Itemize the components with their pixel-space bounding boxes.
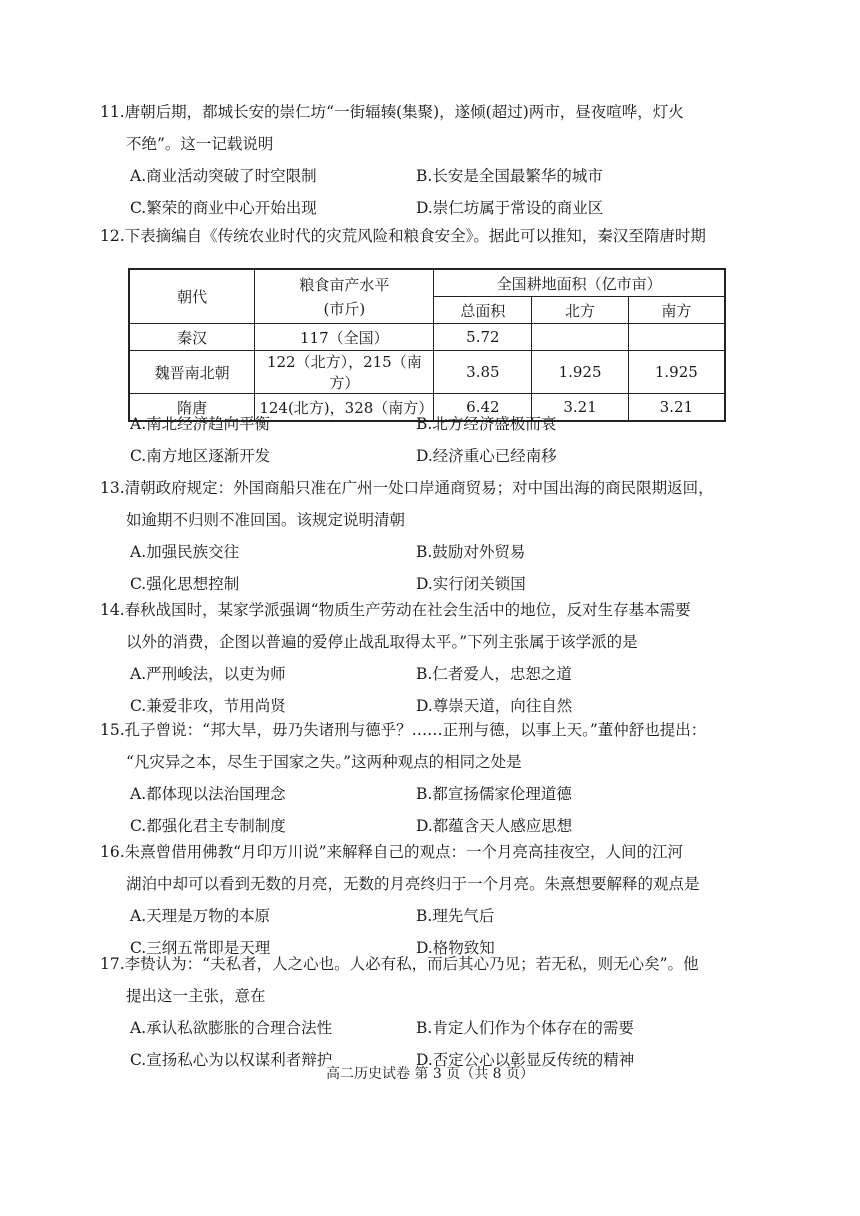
option-d[interactable]: D.尊崇天道，向往自然 bbox=[416, 697, 573, 715]
stem-line: 下表摘编自《传统农业时代的灾荒风险和粮食安全》。据此可以推知，秦汉至隋唐时期 bbox=[124, 227, 706, 245]
page-footer: 高二历史试卷 第 3 页（共 8 页） bbox=[325, 1066, 535, 1082]
option-d[interactable]: D.否定公心以彰显反传统的精神 bbox=[416, 1051, 635, 1069]
option-b[interactable]: B.理先气后 bbox=[416, 907, 495, 925]
options-row bbox=[100, 160, 740, 192]
option-a[interactable]: A.天理是万物的本原 bbox=[130, 907, 271, 925]
option-d[interactable]: D.格物致知 bbox=[416, 939, 495, 957]
header-yield bbox=[255, 269, 434, 324]
stem-line: 朱熹曾借用佛教“月印万川说”来解释自己的观点：一个月亮高挂夜空，人间的江河 bbox=[124, 843, 684, 861]
option-a[interactable]: A.商业活动突破了时空限制 bbox=[130, 167, 317, 185]
stem-line: 如逾期不归则不准回国。该规定说明清朝 bbox=[126, 511, 406, 529]
cell-south bbox=[628, 324, 725, 351]
question-11 bbox=[100, 96, 740, 224]
question-13 bbox=[100, 472, 740, 600]
stem-line: 唐朝后期，都城长安的崇仁坊“一街辐辏(集聚)，遂倾(超过)两市，昼夜喧哗，灯火 bbox=[124, 103, 684, 121]
options-row bbox=[100, 1012, 740, 1044]
stem-line: 以外的消费，企图以普遍的爱停止战乱取得太平。”下列主张属于该学派的是 bbox=[126, 633, 638, 651]
option-a[interactable]: A.南北经济趋向平衡 bbox=[130, 415, 271, 433]
option-b[interactable]: B.长安是全国最繁华的城市 bbox=[416, 167, 603, 185]
option-b[interactable]: B.肯定人们作为个体存在的需要 bbox=[416, 1019, 634, 1037]
stem-line: 湖泊中却可以看到无数的月亮，无数的月亮终归于一个月亮。朱熹想要解释的观点是 bbox=[126, 875, 700, 893]
question-12-options bbox=[100, 408, 740, 472]
question-stem bbox=[100, 472, 740, 504]
question-number: 16. bbox=[100, 843, 125, 861]
option-d[interactable]: D.都蕴含天人感应思想 bbox=[416, 817, 573, 835]
cell-dynasty: 秦汉 bbox=[129, 324, 255, 351]
option-d[interactable]: D.经济重心已经南移 bbox=[416, 447, 557, 465]
question-stem bbox=[100, 220, 740, 252]
option-c[interactable]: C.南方地区逐渐开发 bbox=[130, 447, 271, 465]
question-stem bbox=[100, 96, 740, 128]
stem-line: 孔子曾说：“邦大旱，毋乃失诸刑与德乎？……正刑与德，以事上天。”董仲舒也提出： bbox=[124, 721, 707, 739]
option-a[interactable]: A.加强民族交往 bbox=[130, 543, 240, 561]
stem-line: 清朝政府规定：外国商船只准在广州一处口岸通商贸易；对中国出海的商民限期返回， bbox=[124, 479, 714, 497]
cell-north: 3.21 bbox=[532, 394, 628, 422]
cell-yield: 124(北方)，328（南方） bbox=[255, 394, 434, 422]
table-row bbox=[129, 324, 725, 351]
question-number: 15. bbox=[100, 721, 125, 739]
cell-yield: 122（北方），215（南方） bbox=[255, 351, 434, 394]
option-a[interactable]: A.严刑峻法，以吏为师 bbox=[130, 665, 286, 683]
option-b[interactable]: B.鼓励对外贸易 bbox=[416, 543, 526, 561]
option-c[interactable]: C.宣扬私心为以权谋利者辩护 bbox=[130, 1051, 333, 1069]
option-c[interactable]: C.繁荣的商业中心开始出现 bbox=[130, 199, 317, 217]
cell-yield: 117（全国） bbox=[255, 324, 434, 351]
stem-line: 不绝”。这一记载说明 bbox=[126, 135, 274, 153]
stem-line: 李贽认为：“夫私者，人之心也。人必有私，而后其心乃见；若无私，则无心矣”。他 bbox=[124, 955, 699, 973]
cell-dynasty: 隋唐 bbox=[129, 394, 255, 422]
header-total: 总面积 bbox=[434, 297, 532, 324]
question-number: 17. bbox=[100, 955, 125, 973]
cell-north bbox=[532, 324, 628, 351]
question-stem bbox=[100, 714, 740, 746]
question-14 bbox=[100, 594, 740, 722]
stem-line: 春秋战国时，某家学派强调“物质生产劳动在社会生活中的地位，反对生存基本需要 bbox=[124, 601, 691, 619]
header-north: 北方 bbox=[532, 297, 628, 324]
question-number: 12. bbox=[100, 227, 125, 245]
question-17 bbox=[100, 948, 740, 1076]
data-table bbox=[128, 268, 726, 422]
option-c[interactable]: C.都强化君主专制制度 bbox=[130, 817, 286, 835]
option-c[interactable]: C.强化思想控制 bbox=[130, 575, 240, 593]
question-number: 13. bbox=[100, 479, 125, 497]
option-d[interactable]: D.实行闭关锁国 bbox=[416, 575, 526, 593]
options-row bbox=[100, 536, 740, 568]
cell-south: 1.925 bbox=[628, 351, 725, 394]
options-row bbox=[100, 440, 740, 472]
option-b[interactable]: B.北方经济盛极而衰 bbox=[416, 415, 557, 433]
header-yield-unit: (市斤) bbox=[323, 299, 366, 318]
question-stem bbox=[100, 836, 740, 868]
stem-line: “凡灾异之本，尽生于国家之失。”这两种观点的相同之处是 bbox=[126, 753, 522, 771]
question-stem bbox=[100, 948, 740, 980]
options-row bbox=[100, 408, 740, 440]
option-b[interactable]: B.仁者爱人，忠恕之道 bbox=[416, 665, 572, 683]
cell-total: 5.72 bbox=[434, 324, 532, 351]
options-row bbox=[100, 778, 740, 810]
header-yield-label: 粮食亩产水平 bbox=[299, 275, 390, 294]
header-area: 全国耕地面积（亿市亩） bbox=[434, 269, 725, 297]
cell-total: 6.42 bbox=[434, 394, 532, 422]
options-row bbox=[100, 900, 740, 932]
question-12 bbox=[100, 220, 740, 252]
option-a[interactable]: A.承认私欲膨胀的合理合法性 bbox=[130, 1019, 333, 1037]
question-stem bbox=[100, 594, 740, 626]
stem-line: 提出这一主张，意在 bbox=[126, 987, 266, 1005]
question-15 bbox=[100, 714, 740, 842]
header-dynasty: 朝代 bbox=[129, 269, 255, 324]
question-number: 14. bbox=[100, 601, 125, 619]
cell-south: 3.21 bbox=[628, 394, 725, 422]
header-south: 南方 bbox=[628, 297, 725, 324]
cell-dynasty: 魏晋南北朝 bbox=[129, 351, 255, 394]
option-a[interactable]: A.都体现以法治国理念 bbox=[130, 785, 286, 803]
question-number: 11. bbox=[100, 103, 125, 121]
option-b[interactable]: B.都宣扬儒家伦理道德 bbox=[416, 785, 572, 803]
options-row bbox=[100, 658, 740, 690]
option-c[interactable]: C.三纲五常即是天理 bbox=[130, 939, 271, 957]
cell-total: 3.85 bbox=[434, 351, 532, 394]
option-c[interactable]: C.兼爱非攻，节用尚贤 bbox=[130, 697, 286, 715]
option-d[interactable]: D.崇仁坊属于常设的商业区 bbox=[416, 199, 604, 217]
cell-north: 1.925 bbox=[532, 351, 628, 394]
question-16 bbox=[100, 836, 740, 964]
table-row bbox=[129, 351, 725, 394]
